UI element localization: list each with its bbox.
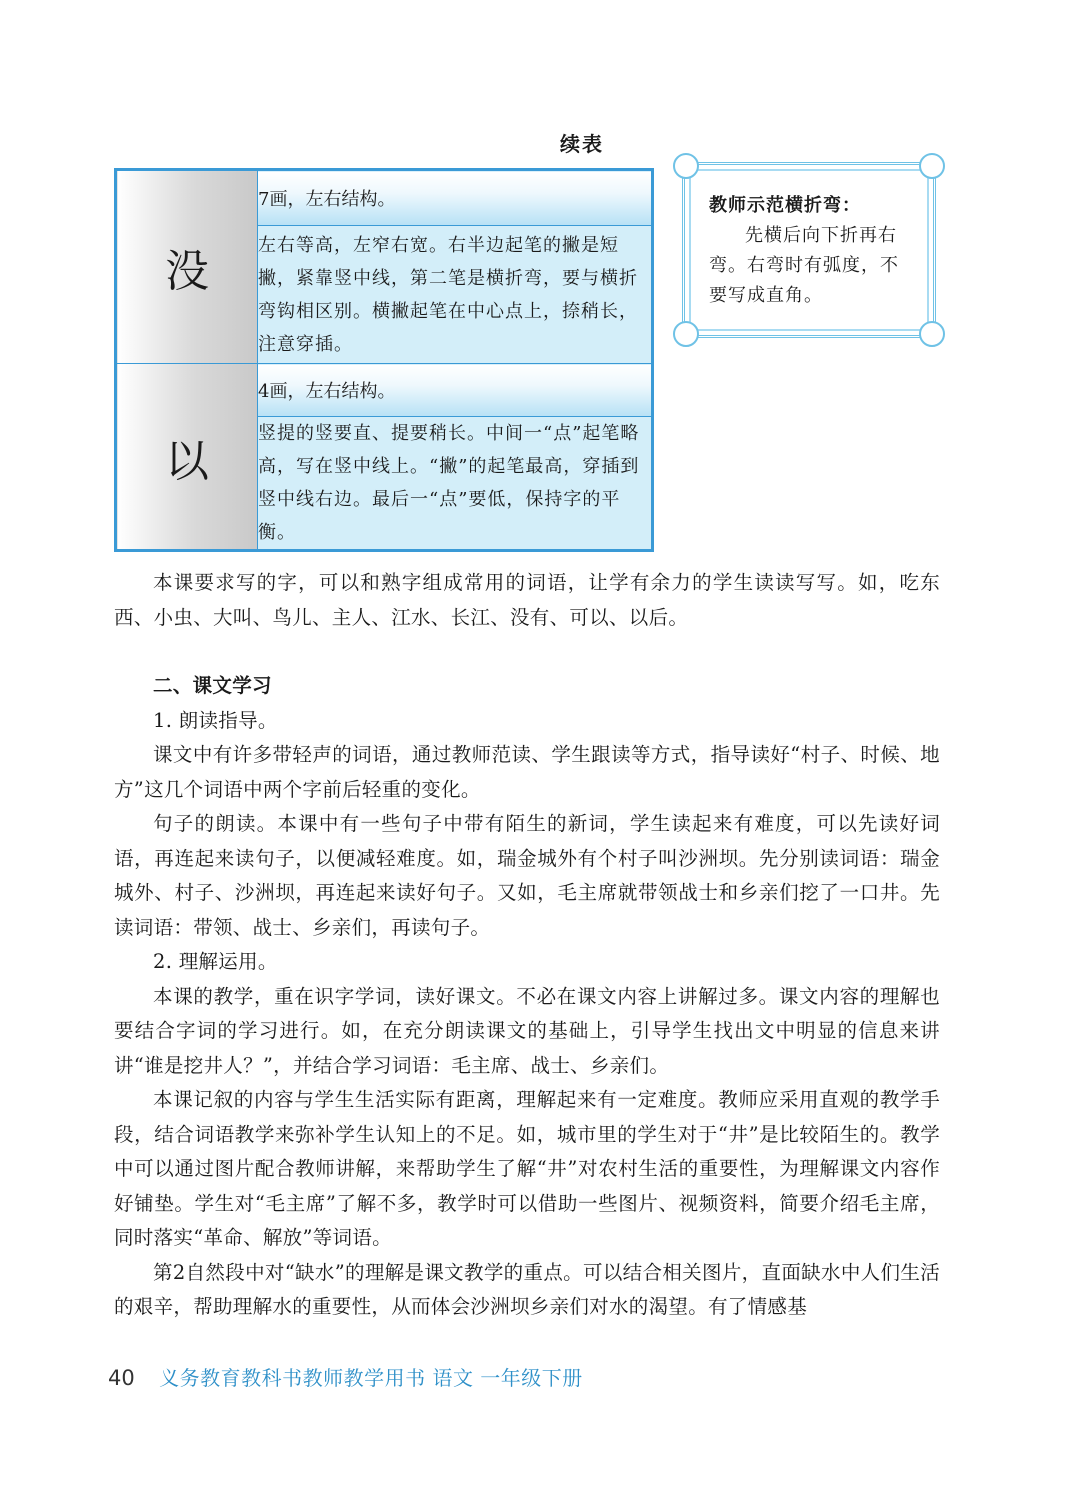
stroke-info-cell: 7画，左右结构。 [258, 170, 653, 226]
page-number: 40 [108, 1366, 135, 1390]
note-body: 先横后向下折再右弯。右弯时有弧度，不要写成直角。 [709, 225, 899, 306]
book-title: 义务教育教科书教师教学用书 语文 一年级下册 [159, 1366, 583, 1390]
char-cell-yi: 以 [116, 364, 258, 551]
page-footer [108, 1362, 583, 1391]
description-cell: 左右等高，左窄右宽。右半边起笔的撇是短撇，紧靠竖中线，第二笔是横折弯，要与横折弯钩相区别。横撇起笔在中心点上，捺稍长，注意穿插。 [258, 226, 653, 364]
frame-corner [673, 321, 699, 347]
continued-label: 续表 [560, 132, 604, 156]
paragraph: 课文中有许多带轻声的词语，通过教师范读、学生跟读等方式，指导读好“村子、时候、地方”这几个词语中两个字前后轻重的变化。 [114, 743, 940, 801]
character-table [114, 168, 654, 552]
sub-heading: 1. 朗读指导。 [153, 708, 278, 732]
paragraph: 本课要求写的字，可以和熟字组成常用的词语，让学有余力的学生读读写写。如，吃东西、小虫、大叫、鸟儿、主人、江水、长江、没有、可以、以后。 [114, 571, 940, 629]
frame-corner [919, 153, 945, 179]
paragraph: 第2自然段中对“缺水”的理解是课文教学的重点。可以结合相关图片，直面缺水中人们生活的艰辛，帮助理解水的重要性，从而体会沙洲坝乡亲们对水的渴望。有了情感基 [114, 1260, 940, 1318]
frame-corner [673, 153, 699, 179]
paragraph: 本课的教学，重在识字学词，读好课文。不必在课文内容上讲解过多。课文内容的理解也要结合字词的学习进行。如，在充分朗读课文的基础上，引导学生找出文中明显的信息来讲讲“谁是挖井人？”，并结合学习词语：毛主席、战士、乡亲们。 [114, 984, 940, 1077]
paragraph: 本课记叙的内容与学生生活实际有距离，理解起来有一定难度。教师应采用直观的教学手段，结合词语教学来弥补学生认知上的不足。如，城市里的学生对于“井”是比较陌生的。教学中可以通过图片配合教师讲解，来帮助学生了解“井”对农村生活的重要性，为理解课文内容作好铺垫。学生对“毛主席”了解不多，教学时可以借助一些图片、视频资料，简要介绍毛主席，同时落实“革命、解放”等词语。 [114, 1088, 940, 1249]
table-row [116, 170, 653, 226]
paragraph: 句子的朗读。本课中有一些句子中带有陌生的新词，学生读起来有难度，可以先读好词语，再连起来读句子，以便减轻难度。如，瑞金城外有个村子叫沙洲坝。先分别读词语：瑞金城外、村子、沙洲坝，再连起来读好句子。又如，毛主席就带领战士和乡亲们挖了一口井。先读词语：带领、战士、乡亲们，再读句子。 [114, 812, 940, 939]
section-heading: 二、课文学习 [153, 674, 272, 697]
table-row [116, 364, 653, 417]
frame-corner [919, 321, 945, 347]
body-text [114, 566, 940, 1325]
stroke-info-cell: 4画，左右结构。 [258, 364, 653, 417]
note-title: 教师示范横折弯： [709, 195, 861, 216]
teacher-demo-note [682, 162, 936, 338]
description-cell: 竖提的竖要直、提要稍长。中间一“点”起笔略高，写在竖中线上。“撇”的起笔最高，穿插到竖中线右边。最后一“点”要低，保持字的平衡。 [258, 417, 653, 551]
sub-heading: 2. 理解运用。 [153, 950, 278, 973]
char-cell-mei: 没 [116, 170, 258, 364]
